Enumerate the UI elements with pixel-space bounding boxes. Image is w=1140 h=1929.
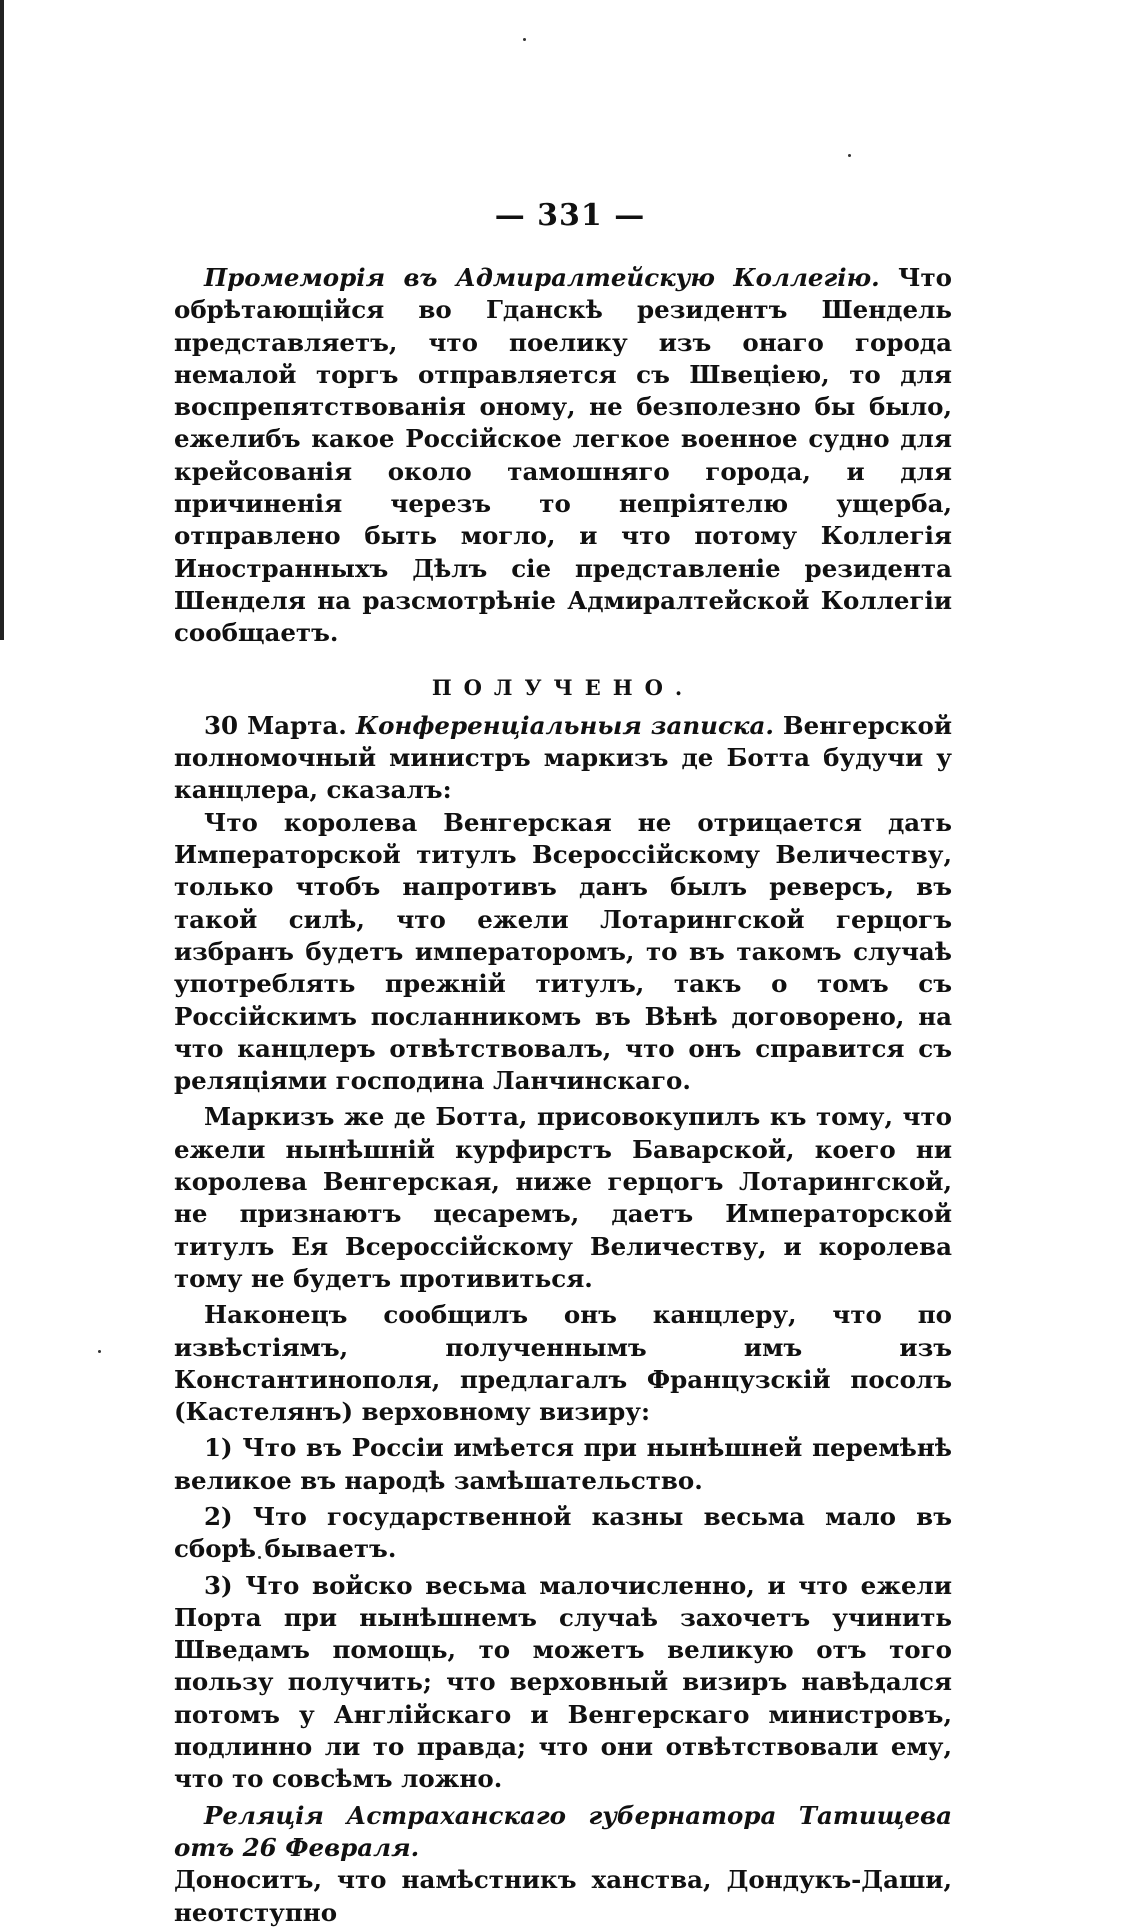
list-item: 2) Что государственной казны весьма мало въ сборѣ бываетъ. bbox=[174, 1501, 952, 1564]
paragraph-text: Наконецъ сообщилъ онъ канцлеру, что по извѣстіямъ, полученнымъ имъ изъ Константинополя, предлагалъ Французскій посолъ (Кастелянъ) верховному визиру: bbox=[174, 1300, 952, 1427]
paragraph-conference-note bbox=[174, 710, 952, 807]
print-speck bbox=[848, 154, 851, 157]
section-heading: ПОЛУЧЕНО. bbox=[431, 674, 695, 700]
entry-date: 30 Марта. bbox=[204, 710, 347, 740]
page-edge-line bbox=[0, 0, 4, 640]
paragraph-text: Что обрѣтающійся во Гданскѣ резидентъ Шендель представляетъ, что поелику изъ онаго города немалой торгъ отправляется съ Швеціею, то для воспрепятствованія оному, не безполезно бы было, ежелибъ какое Россійское легкое военное судно для крейсованія около тамошняго города, и для причиненія черезъ то непріятелю ущерба, отправлено быть могло, и что потому Коллегія Иностранныхъ Дѣлъ сіе представленіе резидента Шенделя на разсмотрѣніе Адмиралтейской Коллегіи сообщаетъ. bbox=[174, 263, 952, 648]
paragraph-text: Маркизъ же де Ботта, присовокупилъ къ тому, что ежели нынѣшній курфирстъ Баварской, коего ни королева Венгерская, ниже герцогъ Лотарингской, не признаютъ цесаремъ, даетъ Императорской титулъ Ея Всероссійскому Величеству, и королева тому не будетъ противиться. bbox=[174, 1102, 952, 1293]
print-speck bbox=[98, 1350, 101, 1353]
paragraph-title: Реляція Астраханскаго губернатора Татищева отъ 26 Февраля. bbox=[174, 1800, 952, 1862]
list-item: 1) Что въ Россіи имѣется при нынѣшней перемѣнѣ великое въ народѣ замѣшательство. bbox=[174, 1433, 952, 1495]
paragraph-report-title bbox=[174, 1800, 952, 1865]
paragraph-text: Венгерской полномочный министръ маркизъ де Ботта будучи у канцлера, сказалъ: bbox=[174, 710, 952, 805]
paragraph-text: Доноситъ, что намѣстникъ ханства, Дондукъ-Даши, неотступно bbox=[174, 1865, 952, 1927]
paragraph-title: Промеморія въ Адмиралтейскую Коллегію. bbox=[204, 263, 880, 292]
page-number: — 331 — bbox=[494, 198, 646, 233]
paragraph-text: Что королева Венгерская не отрицается дать Императорской титулъ Всероссійскому Величеству, только чтобъ напротивъ данъ былъ реверсъ, въ такой силѣ, что ежели Лотарингской герцогъ избранъ будетъ императоромъ, то въ такомъ случаѣ употреблять прежній титулъ, такъ о томъ съ Россійскимъ посланникомъ въ Вѣнѣ договорено, на что канцлеръ отвѣтствовалъ, что онъ справится съ реляціями господина Ланчинскаго. bbox=[174, 807, 952, 1096]
paragraph-title: Конференціальныя записка. bbox=[346, 710, 774, 740]
list-item: 3) Что войско весьма малочисленно, и что ежели Порта при нынѣшнемъ случаѣ захочетъ учинить Шведамъ помощь, то можетъ великую отъ того пользу получить; что верховный визиръ навѣдался потомъ у Англійскаго и Венгерскаго министровъ, подлинно ли то правда; что они отвѣтствовали ему, что то совсѣмъ ложно. bbox=[174, 1570, 952, 1794]
body-text bbox=[174, 262, 952, 1929]
print-speck bbox=[523, 38, 526, 41]
paragraph-promemoria bbox=[174, 262, 952, 650]
